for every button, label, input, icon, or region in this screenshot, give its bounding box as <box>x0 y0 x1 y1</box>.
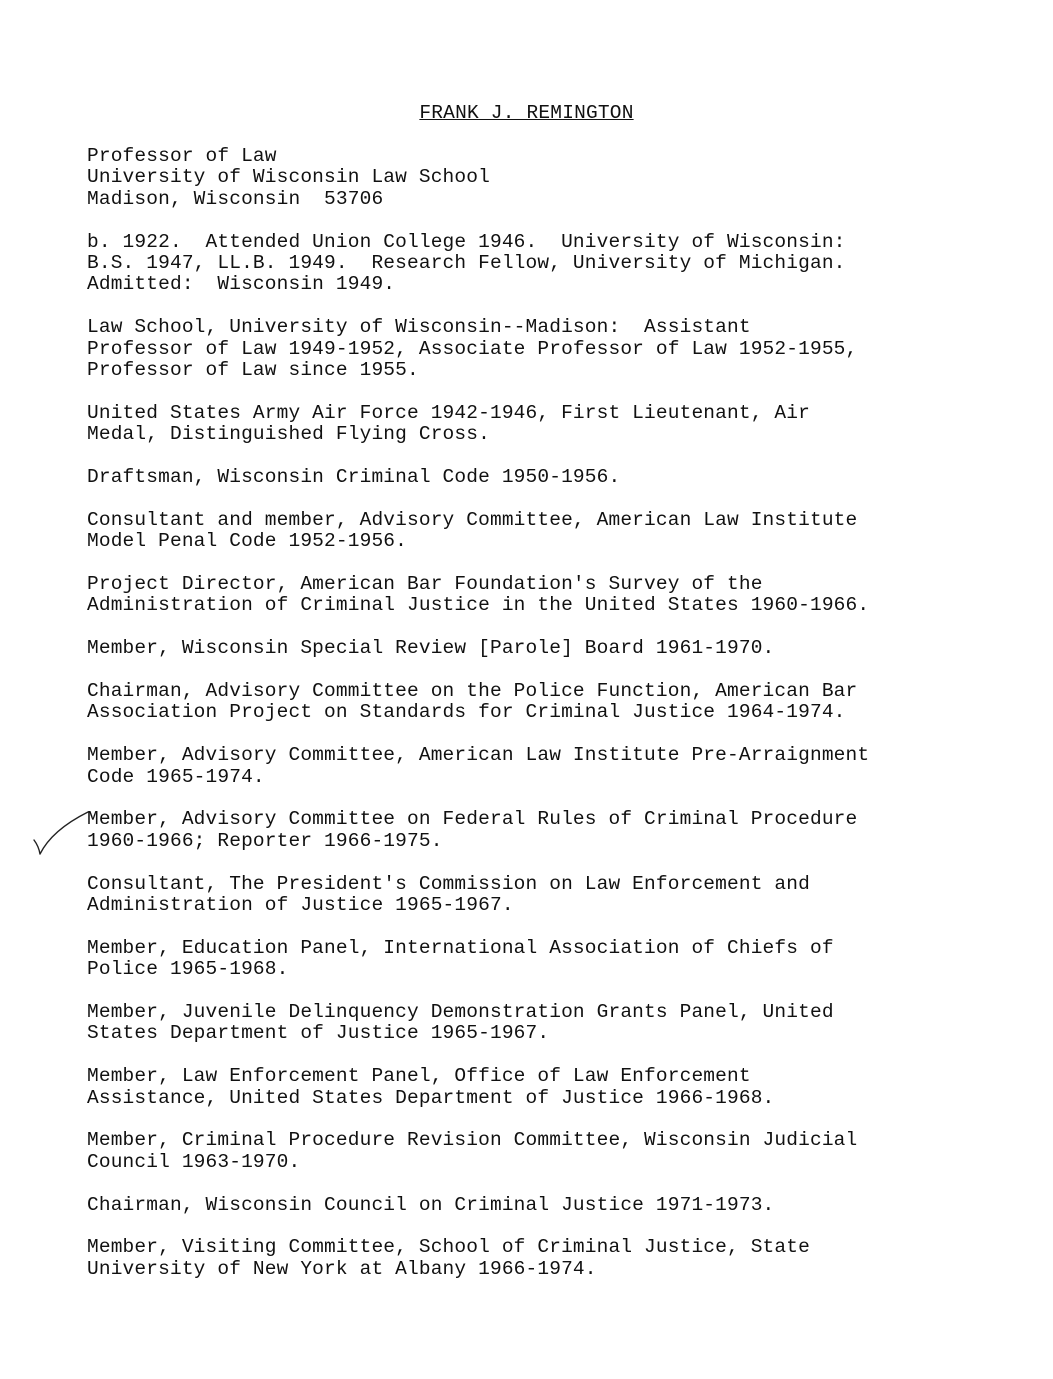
entry-line: Assistance, United States Department of Justice 1966-1968. <box>87 1086 775 1109</box>
entry-parole-board <box>87 638 987 659</box>
entry-education-panel <box>87 938 987 981</box>
entry-line: Member, Criminal Procedure Revision Committee, Wisconsin Judicial <box>87 1129 858 1152</box>
entry-council-criminal-justice <box>87 1195 987 1216</box>
page-title: FRANK J. REMINGTON <box>419 102 634 124</box>
entry-presidents-commission <box>87 874 987 917</box>
entry-line: Model Penal Code 1952-1956. <box>87 530 408 553</box>
entry-police-function <box>87 681 987 724</box>
entry-line: b. 1922. Attended Union College 1946. University of Wisconsin: <box>87 230 846 253</box>
entry-education <box>87 232 987 296</box>
address-block <box>87 146 987 210</box>
entry-line: Admitted: Wisconsin 1949. <box>87 273 396 296</box>
entry-army <box>87 403 987 446</box>
entry-line: Member, Law Enforcement Panel, Office of Law Enforcement <box>87 1065 751 1088</box>
entry-line: B.S. 1947, LL.B. 1949. Research Fellow, University of Michigan. <box>87 252 846 275</box>
entry-line: Member, Advisory Committee on Federal Rules of Criminal Procedure <box>87 808 858 831</box>
entry-line: Member, Wisconsin Special Review [Parole] Board 1961-1970. <box>87 637 775 660</box>
entry-line: 1960-1966; Reporter 1966-1975. <box>87 829 443 852</box>
entry-criminal-procedure-revision <box>87 1130 987 1173</box>
entry-visiting-committee <box>87 1237 987 1280</box>
entry-line: Code 1965-1974. <box>87 765 265 788</box>
entry-federal-rules <box>87 809 987 852</box>
address-line: Madison, Wisconsin 53706 <box>87 187 384 210</box>
entry-line: States Department of Justice 1965-1967. <box>87 1022 550 1045</box>
entry-project-director <box>87 574 987 617</box>
entry-line: Professor of Law since 1955. <box>87 359 419 382</box>
resume-body <box>87 146 987 1302</box>
entry-line: Member, Visiting Committee, School of Criminal Justice, State <box>87 1236 810 1259</box>
entry-line: Association Project on Standards for Criminal Justice 1964-1974. <box>87 701 846 724</box>
entry-line: Administration of Criminal Justice in the United States 1960-1966. <box>87 594 870 617</box>
entry-line: Project Director, American Bar Foundation's Survey of the <box>87 573 763 596</box>
entry-line: Consultant and member, Advisory Committee, American Law Institute <box>87 508 858 531</box>
entry-line: United States Army Air Force 1942-1946, First Lieutenant, Air <box>87 401 810 424</box>
entry-law-school <box>87 317 987 381</box>
address-line: University of Wisconsin Law School <box>87 166 490 189</box>
entry-line: Draftsman, Wisconsin Criminal Code 1950-1956. <box>87 466 621 489</box>
entry-line: Law School, University of Wisconsin--Madison: Assistant <box>87 316 751 339</box>
handwritten-check-mark-icon <box>30 808 92 856</box>
entry-draftsman <box>87 467 987 488</box>
entry-juvenile-delinquency <box>87 1002 987 1045</box>
entry-pre-arraignment <box>87 745 987 788</box>
entry-line: Member, Juvenile Delinquency Demonstration Grants Panel, United <box>87 1001 834 1024</box>
entry-line: Police 1965-1968. <box>87 958 289 981</box>
entry-line: University of New York at Albany 1966-1974. <box>87 1257 597 1280</box>
entry-line: Administration of Justice 1965-1967. <box>87 894 514 917</box>
entry-line: Member, Advisory Committee, American Law Institute Pre-Arraignment <box>87 744 870 767</box>
entry-line: Consultant, The President's Commission on Law Enforcement and <box>87 872 810 895</box>
entry-line: Member, Education Panel, International Association of Chiefs of <box>87 936 834 959</box>
entry-line: Council 1963-1970. <box>87 1150 301 1173</box>
entry-line: Professor of Law 1949-1952, Associate Professor of Law 1952-1955, <box>87 337 858 360</box>
entry-model-penal-code <box>87 510 987 553</box>
address-line: Professor of Law <box>87 145 277 167</box>
entry-line: Chairman, Wisconsin Council on Criminal Justice 1971-1973. <box>87 1193 775 1216</box>
entry-line: Chairman, Advisory Committee on the Police Function, American Bar <box>87 680 858 703</box>
entry-law-enforcement-panel <box>87 1066 987 1109</box>
entry-line: Medal, Distinguished Flying Cross. <box>87 423 490 446</box>
